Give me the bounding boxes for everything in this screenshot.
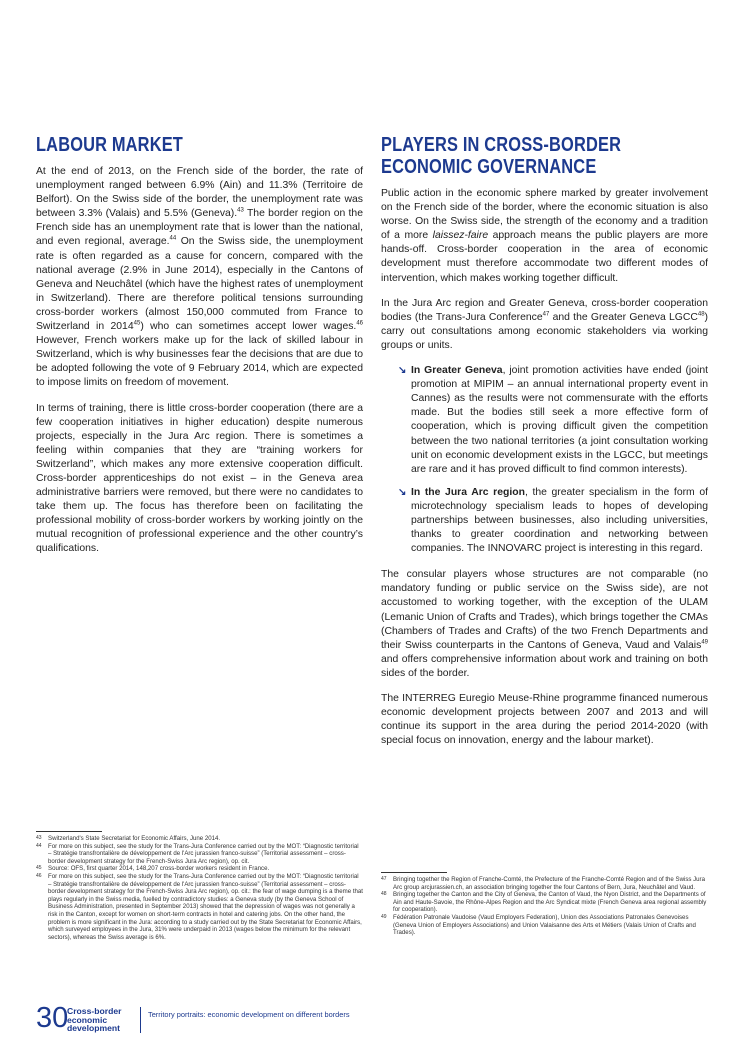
footnote-ref[interactable]: 43: [237, 207, 244, 214]
footnote-text: For more on this subject, see the study for the Trans-Jura Conference carried out by the MOT: “Diagnostic territorial – Stratégie transfrontalière de développement de l'Arc jurassien franco-suisse” (Territorial assessment – cross-border development strategy for the French-Swiss Jura Arc region), op. cit.: [48, 842, 359, 865]
footnote-ref[interactable]: 45: [133, 320, 141, 327]
arrow-down-right-icon: ↘: [398, 365, 407, 377]
footnote: [381, 876, 708, 891]
paragraph: [381, 568, 708, 681]
text-run: On the Swiss side, the unemployment rate is often regarded as a cause for concern, compared with the national average (2.9% in June 2014), especially in the Cantons of Geneva and Neuchâtel (which have the highest rates of unemployment in Switzerland). There are therefore political tensions surrounding cross-border workers (almost 150,000 commuted from France to Switzerland in 2014: [36, 236, 363, 333]
footnote-ref[interactable]: 49: [701, 639, 708, 646]
bullet-list: [381, 364, 708, 556]
arrow-down-right-icon: ↘: [398, 486, 407, 498]
footnote-rule: [36, 831, 102, 832]
publication-brand: [67, 1007, 121, 1033]
brand-line: Cross-border: [67, 1006, 122, 1016]
page-number: 30: [36, 1002, 69, 1034]
section-heading-players: PLAYERS IN CROSS-BORDER ECONOMIC GOVERNANCE: [381, 134, 622, 178]
footnote: [36, 865, 363, 873]
page-footer: [36, 1002, 696, 1035]
bullet-lead: In the Jura Arc region: [411, 486, 525, 498]
text-run: At the end of 2013, on the French side of the border, the rate of unemployment ranged between 6.9% (Ain) and 11.3% (Territoire de Belfort). On the Swiss side of the border, the unemployment rate was between 3.3% (Valais) and 5.5% (Geneva).: [36, 166, 363, 220]
list-item: [398, 486, 708, 556]
footnote-text: Bringing together the Region of Franche-Comté, the Prefecture of the Franche-Comté Region and of the Swiss Jura Arc group arcjurassien.ch, an association bringing together the four Cantons of Bern, Jura, Neuchâtel and Vaud.: [393, 876, 705, 891]
italic-text: laissez-faire: [432, 230, 489, 242]
paragraph: [36, 165, 363, 391]
section-heading-labour-market: LABOUR MARKET: [36, 134, 183, 156]
footnote-number: 48: [381, 891, 387, 898]
footnote-ref[interactable]: 44: [169, 236, 177, 242]
paragraph: The INTERREG Euregio Meuse-Rhine programme financed numerous economic development projects between 2007 and 2013 and will continue its support in the area during the period 2014-2020 (with special focus on innovation, energy and the labour market).: [381, 693, 708, 747]
footer-divider: [140, 1007, 141, 1033]
footnote-text: Fédération Patronale Vaudoise (Vaud Employers Federation), Union des Associations Patronales Genevoises (Geneva Union of Employers Associations) and Union Valaisanne des Arts et Métiers (Valais Union of Crafts and Trades).: [393, 913, 696, 937]
text-run: approach means the public players are more hands-off. Cross-border cooperation in the area of economic development must therefore accommodate two different modes of intervention, which makes working together difficult.: [381, 230, 708, 284]
footnote-text: Bringing together the Canton and the City of Geneva, the Canton of Vaud, the Nyon District, and the Departments of Ain and Haute-Savoie, the Rhône-Alpes Region and the Arc Syndicat mixte (French Geneva area regional assembly for cooperation).: [393, 891, 707, 914]
footnote-number: 45: [36, 865, 42, 872]
footnote-text: Source: OFS, first quarter 2014, 148,207 cross-border workers resident in France.: [48, 865, 270, 873]
left-column: [36, 134, 363, 568]
text-run: and offers comprehensive information about work and training on both sides of the border.: [381, 653, 708, 679]
text-run: ) who can sometimes accept lower wages.: [140, 321, 357, 333]
footnote-ref[interactable]: 48: [697, 311, 705, 318]
text-run: ) carry out consultations among economic stakeholders via working groups or units.: [381, 311, 709, 351]
text-run: However, French workers make up for the lack of skilled labour in Switzerland, which is why businesses fear the decisions that are due to be adopted following the vote of 9 February 2014, which are expected to impose limits on freedom of movement.: [36, 335, 363, 389]
footnotes-right: [381, 872, 708, 937]
text-run: In the Jura Arc region and Greater Geneva, cross-border cooperation bodies (the Trans-Jura Conference: [381, 297, 708, 323]
footnote-number: 43: [36, 835, 42, 841]
bullet-lead: In Greater Geneva: [411, 365, 503, 377]
text-run: The border region on the French side has an unemployment rate that is lower than the national, and even regional, average.: [36, 208, 363, 248]
text-run: and the Greater Geneva LGCC: [549, 311, 698, 323]
footnote: [36, 873, 363, 941]
footnote-ref[interactable]: 46: [356, 320, 363, 327]
paragraph: [381, 297, 708, 353]
footnote: [381, 891, 708, 914]
text-run: The consular players whose structures are not comparable (no mandatory funding or public service on the Swiss side), are not accustomed to working together, with the exception of the ULAM (Lemanic Union of Crafts and Trades), which brings together the CMAs (Chambers of Trades and Crafts) of the two French Departments and their Swiss counterparts in the Cantons of Geneva, Vaud and Valais: [381, 569, 708, 651]
footnote: [36, 835, 363, 843]
text-run: Public action in the economic sphere marked by greater involvement on the French side of the border, where the economic situation is also worse. On the Swiss side, the strength of the economy and a tradition of a more: [381, 188, 708, 242]
footnote-number: 44: [36, 842, 42, 849]
footnote-number: 46: [36, 872, 42, 879]
paragraph: [381, 187, 708, 286]
brand-line: development: [67, 1023, 121, 1034]
paragraph: In terms of training, there is little cross-border cooperation (there are a few cooperation initiatives in higher education) despite numerous projects, especially in the Jura Arc region. There is sometimes a feeling within companies that they are “training workers for Switzerland”, which makes any more extensive cooperation difficult. Cross-border apprenticeships do not exist – in the Geneva area administrative barriers were removed, but there were no candidates to take them up. The focus has therefore been on facilitating the professional mobility of cross-border workers by working jointly on the mutual recognition of professional experience and the other country’s qualifications.: [36, 402, 363, 555]
footnote: [36, 843, 363, 866]
right-column: [381, 134, 708, 759]
bullet-text: , the greater specialism in the form of microtechnology specialism leads to hopes of developing partnerships between businesses, also including universities, thanks to greater coordination and networking between companies. The INNOVARC project is interesting in this regard.: [411, 486, 708, 555]
footnote-number: 47: [381, 876, 387, 882]
footnote: [381, 914, 708, 937]
footnote-number: 49: [381, 913, 387, 920]
brand-line: economic: [67, 1014, 108, 1025]
footnote-text: For more on this subject, see the study for the Trans-Jura Conference carried out by the MOT: “Diagnostic territorial – Stratégie transfrontalière de développement de l'Arc jurassien franco-suisse” (Territorial assessment – cross-border development strategy for the French-Swiss Jura Arc region), op. cit.: the fear of wage dumping is a theme that plays regularly in the Swiss media, fuelled by contradictory studies: a Geneva study (by the Geneva School of Business Administration, presented in September 2013) showed that the depression of wages was not generally a risk in the Canton, except for women on short-term contracts in hotel and catering jobs. On the other hand, the problem is more significant in the Jura: according to a study carried out by the State Secretariat for Economic Affairs, which surveyed employees in the Jura, 31% were underpaid in 2013 (wages below the minimum for the relevant sectors), whereas the Swiss average is 6%.: [48, 872, 364, 941]
footer-title: Territory portraits: economic development on different borders: [148, 1010, 350, 1019]
footnote-text: Switzerland's State Secretariat for Economic Affairs, June 2014.: [48, 835, 221, 842]
list-item: [398, 364, 708, 477]
footnote-rule: [381, 872, 447, 873]
bullet-text: , joint promotion activities have ended (joint promotion at MIPIM – an annual international property event in Cannes) as the results were not commensurate with the efforts made. But the bodies still seek a more effective form of cooperation, which is proving difficult given the competition between the two national territories (a joint consultation working unit on economic development exists in the LGCC, but meetings are rare and it has proved difficult to find common interests).: [411, 365, 708, 475]
footnote-ref[interactable]: 47: [542, 311, 550, 318]
footnotes-left: [36, 831, 363, 941]
